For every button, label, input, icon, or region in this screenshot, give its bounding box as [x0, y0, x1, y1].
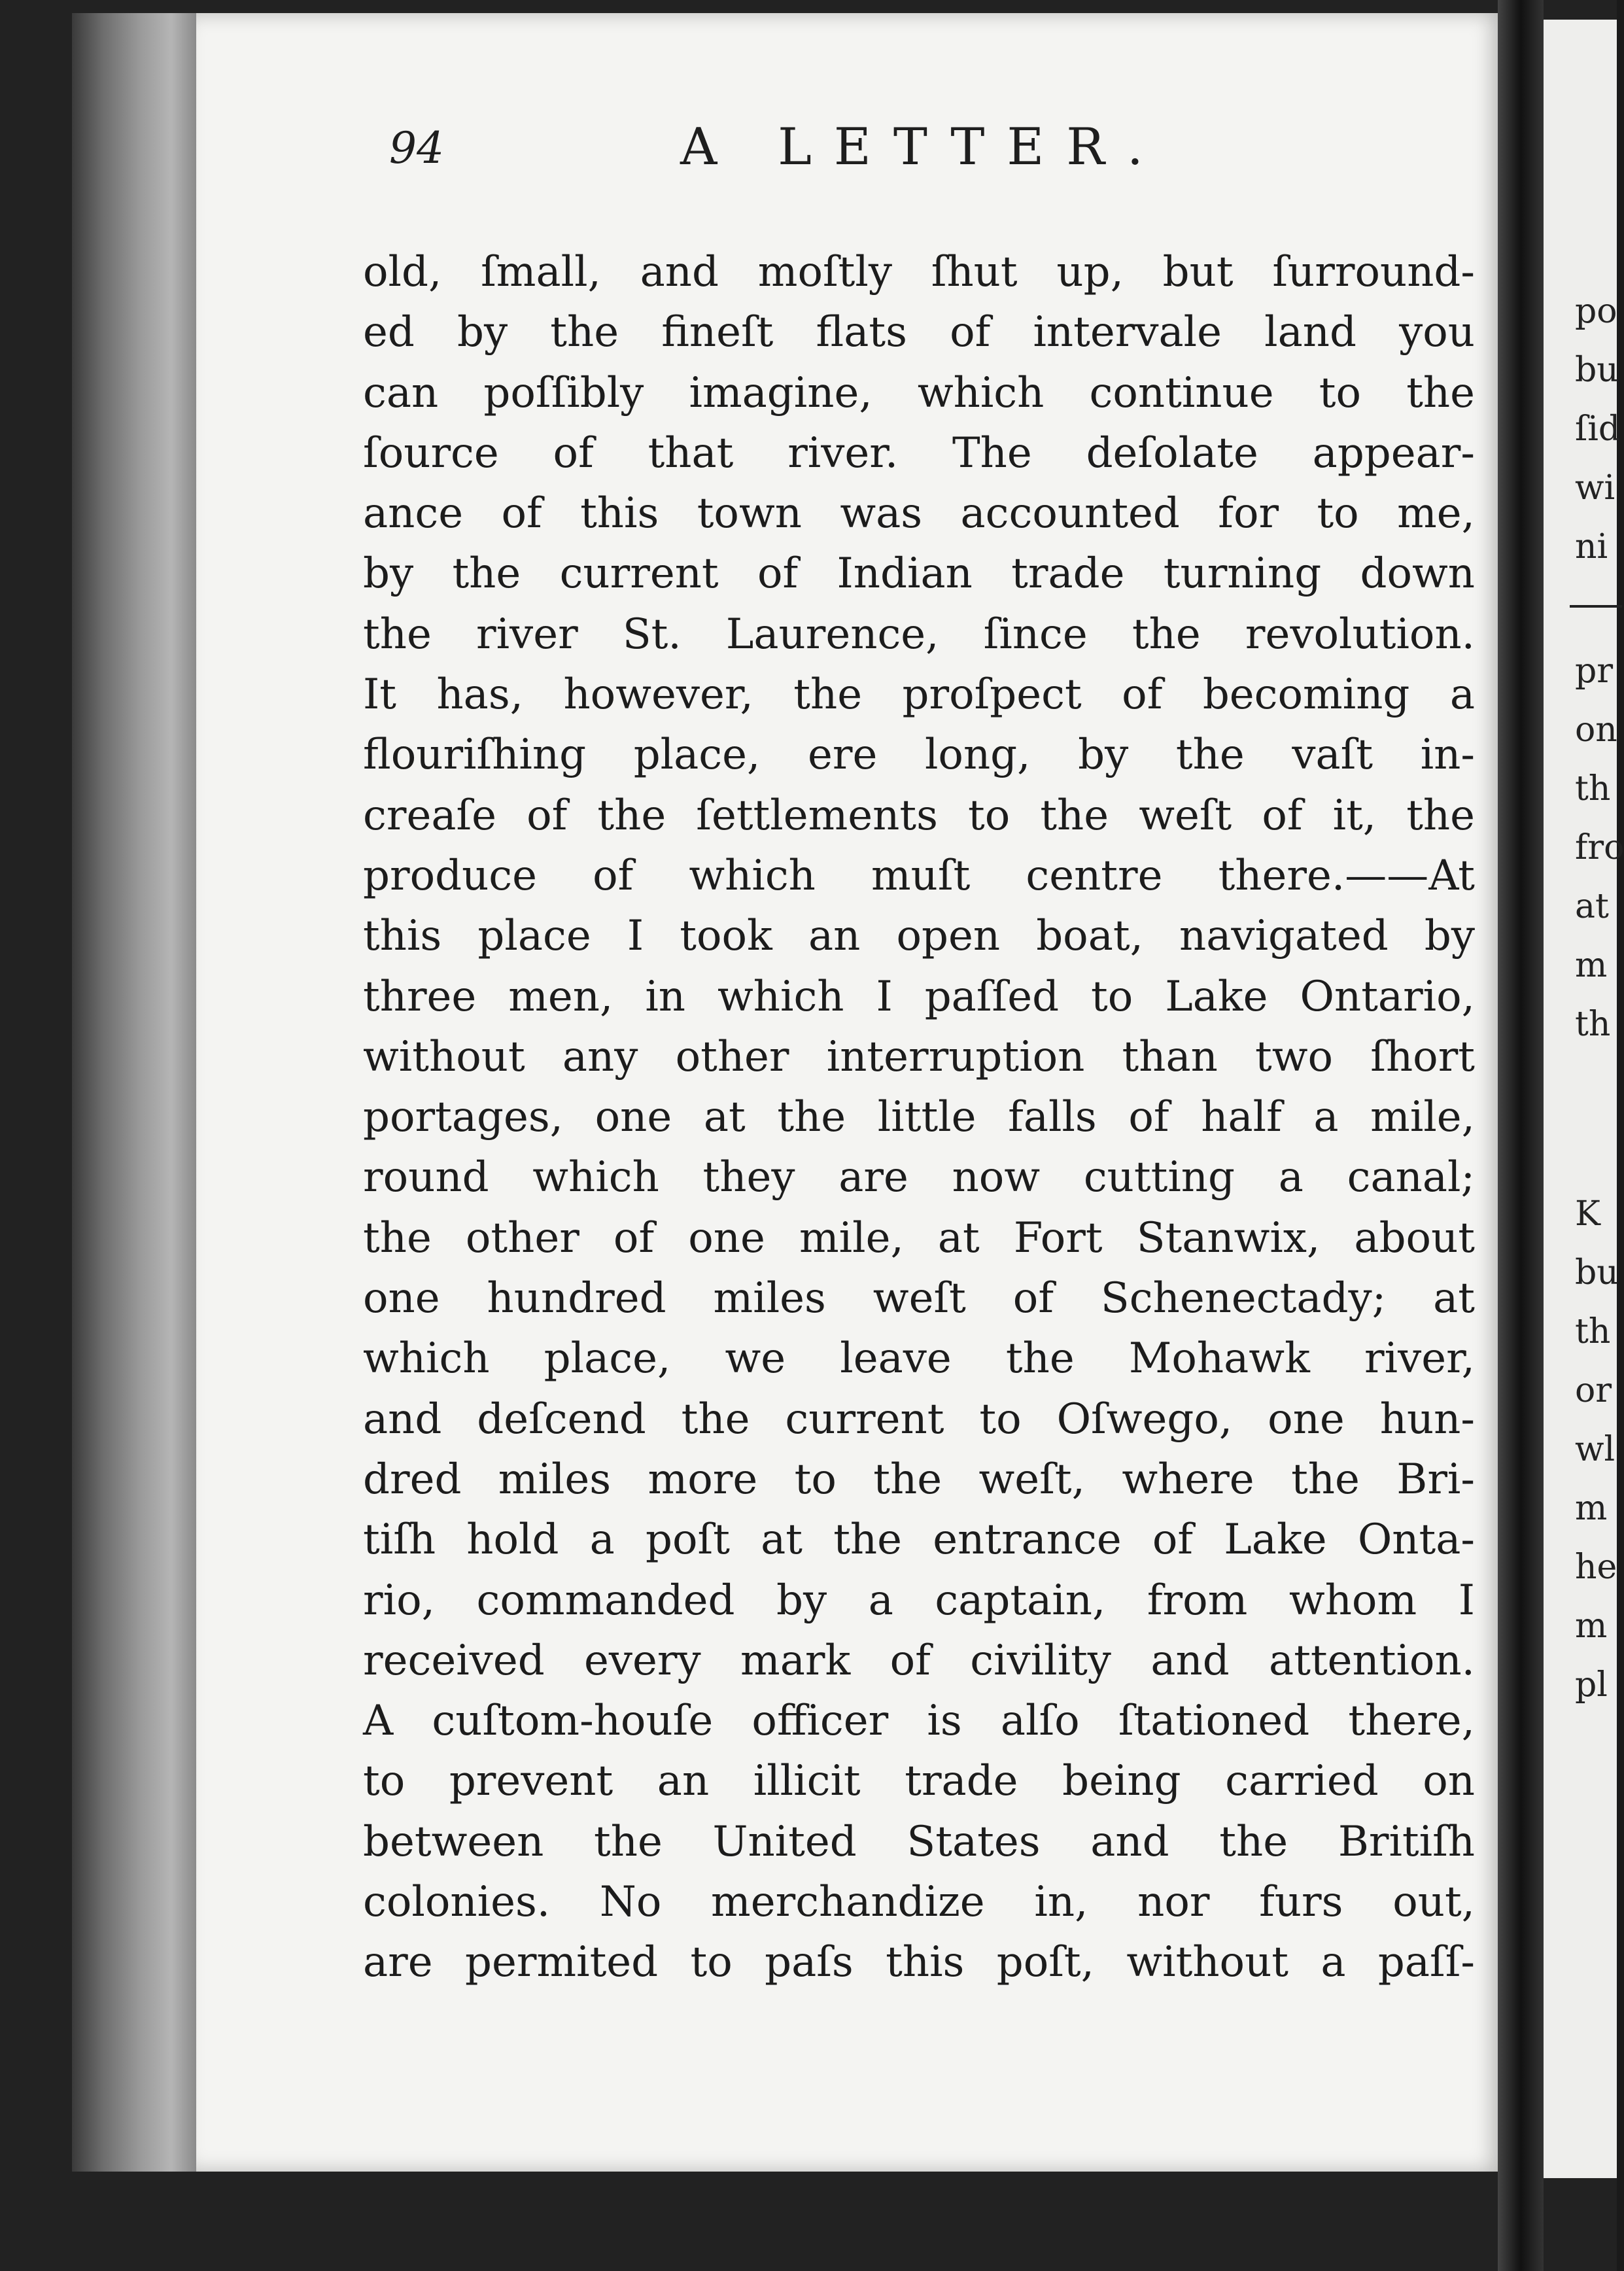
- facing-fragment: pr: [1575, 651, 1614, 691]
- facing-fragment: K: [1575, 1194, 1600, 1234]
- facing-fragment: on: [1575, 710, 1617, 750]
- text-line: are permited to paſs this poſt, without a paſſ-: [363, 1938, 1475, 1987]
- text-line: tiſh hold a poſt at the entrance of Lake Onta-: [363, 1516, 1475, 1565]
- facing-rule: [1570, 605, 1622, 608]
- text-line: A cuſtom-houſe officer is alſo ſtationed there,: [363, 1697, 1475, 1746]
- facing-fragment: bu: [1575, 1253, 1619, 1292]
- facing-fragment: th: [1575, 769, 1611, 808]
- facing-fragment: th: [1575, 1005, 1611, 1044]
- text-line: this place I took an open boat, navigated by: [363, 912, 1475, 961]
- text-line: which place, we leave the Mohawk river,: [363, 1334, 1475, 1383]
- text-line: without any other interruption than two ſhort: [363, 1032, 1475, 1081]
- text-line: produce of which muſt centre there.——At: [363, 851, 1475, 900]
- facing-fragment: po: [1575, 292, 1617, 331]
- facing-fragment: pl: [1575, 1665, 1608, 1705]
- text-line: between the United States and the Britiſh: [363, 1817, 1475, 1866]
- text-line: the river St. Laurence, ſince the revolution.: [363, 610, 1475, 659]
- facing-fragment: m: [1575, 1489, 1608, 1528]
- text-line: round which they are now cutting a canal;: [363, 1153, 1475, 1202]
- page-number: 94: [389, 123, 444, 173]
- text-line: three men, in which I paſſed to Lake Ontario,: [363, 972, 1475, 1021]
- text-line: It has, however, the proſpect of becoming a: [363, 670, 1475, 719]
- text-line: by the current of Indian trade turning down: [363, 549, 1475, 598]
- facing-fragment: wi: [1575, 468, 1615, 508]
- facing-fragment: bu: [1575, 351, 1619, 390]
- facing-fragment: at: [1575, 887, 1609, 926]
- running-head: A LETTER.: [680, 118, 1166, 177]
- body-text: [363, 242, 1475, 1993]
- facing-fragment: he: [1575, 1548, 1617, 1587]
- text-line: the other of one mile, at Fort Stanwix, about: [363, 1213, 1475, 1262]
- facing-fragment: m: [1575, 1606, 1608, 1646]
- text-line: flouriſhing place, ere long, by the vaſt in-: [363, 731, 1475, 780]
- facing-fragment: ni: [1575, 527, 1608, 566]
- text-line: one hundred miles weſt of Schenectady; at: [363, 1274, 1475, 1323]
- book-page-edges: [72, 13, 196, 2172]
- text-line: can poſſibly imagine, which continue to the: [363, 368, 1475, 417]
- facing-fragment: ſid: [1575, 409, 1621, 449]
- text-line: colonies. No merchandize in, nor furs out,: [363, 1878, 1475, 1927]
- text-line: received every mark of civility and attention.: [363, 1636, 1475, 1685]
- facing-fragment: fro: [1575, 828, 1624, 867]
- facing-fragment: m: [1575, 946, 1608, 985]
- book-gutter: [1498, 0, 1544, 2271]
- facing-page: [1544, 20, 1624, 2178]
- text-line: ance of this town was accounted for to me,: [363, 489, 1475, 538]
- text-line: rio, commanded by a captain, from whom I: [363, 1576, 1475, 1625]
- facing-fragment: th: [1575, 1312, 1611, 1351]
- text-line: to prevent an illicit trade being carried on: [363, 1757, 1475, 1806]
- text-line: dred miles more to the weſt, where the Bri-: [363, 1455, 1475, 1504]
- text-line: creaſe of the ſettlements to the weſt of it, the: [363, 791, 1475, 840]
- text-line: and deſcend the current to Oſwego, one hun-: [363, 1395, 1475, 1444]
- facing-fragment: or: [1575, 1371, 1612, 1410]
- facing-fragment: wl: [1575, 1430, 1615, 1469]
- text-line: old, ſmall, and moſtly ſhut up, but ſurround-: [363, 248, 1475, 296]
- text-line: portages, one at the little falls of half a mile,: [363, 1093, 1475, 1142]
- text-line: ed by the fineſt flats of intervale land you: [363, 308, 1475, 357]
- text-line: ſource of that river. The deſolate appear-: [363, 428, 1475, 477]
